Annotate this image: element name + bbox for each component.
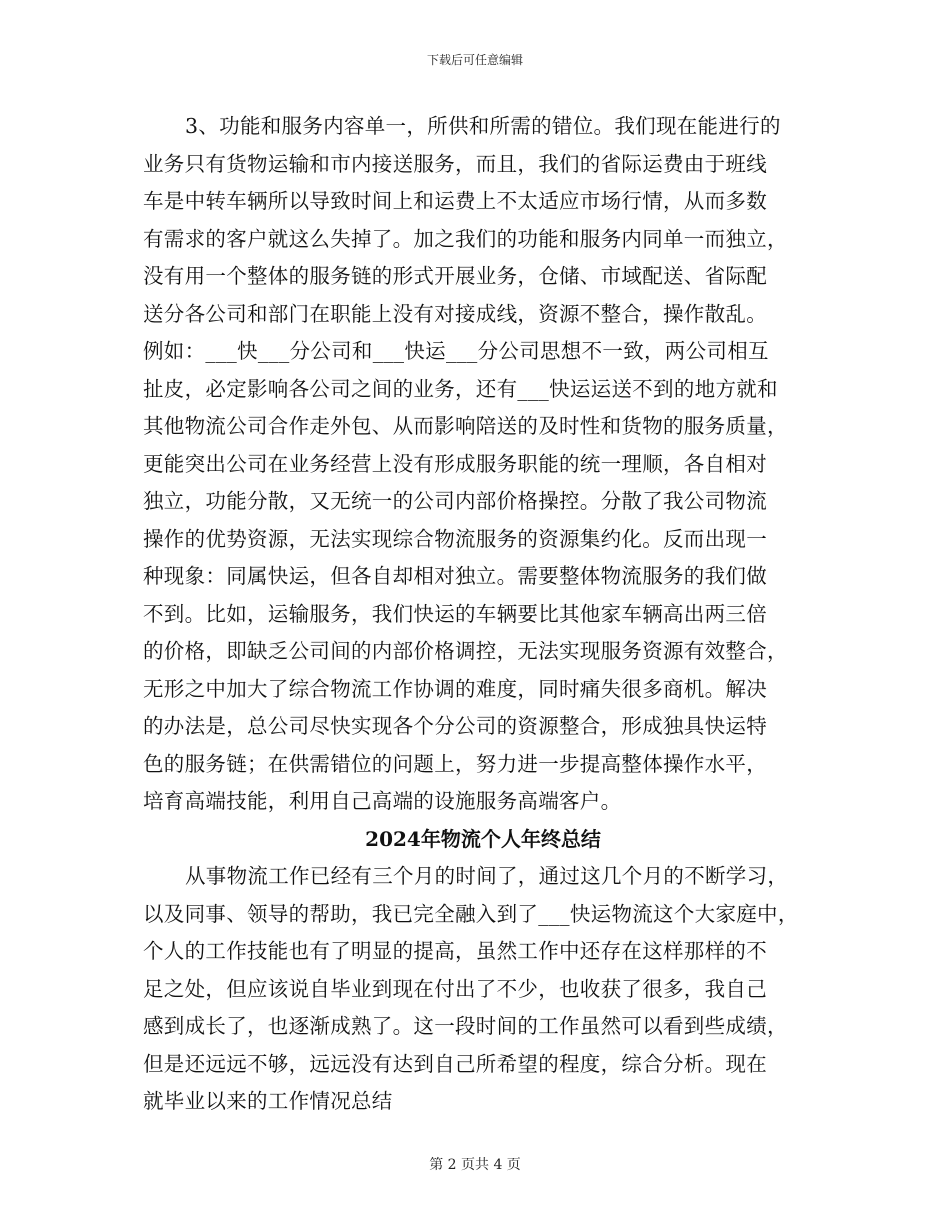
paragraph-line: 业务只有货物运输和市内接送服务，而且，我们的省际运费由于班线 [143, 151, 767, 176]
paragraph-line: 例如：___快___分公司和___快运___分公司思想不一致，两公司相互 [143, 339, 769, 363]
paragraph-line: 3、功能和服务内容单一，所供和所需的错位。我们现在能进行的 [185, 114, 781, 138]
paragraph-line: 的价格，即缺乏公司间的内部价格调控，无法实现服务资源有效整合， [143, 639, 788, 663]
paragraph-line: 但是还远远不够，远远没有达到自己所希望的程度，综合分析。现在 [143, 1051, 767, 1076]
paragraph-line: 种现象：同属快运，但各自却相对独立。需要整体物流服务的我们做 [143, 564, 767, 588]
paragraph-line: 操作的优势资源，无法实现综合物流服务的资源集约化。反而出现一 [143, 526, 767, 551]
paragraph-line: 感到成长了，也逐渐成熟了。这一段时间的工作虽然可以看到些成绩， [143, 1014, 788, 1038]
document-body [143, 108, 823, 1121]
page-footer: 第 2 页共 4 页 [429, 1157, 521, 1173]
paragraph-line: 无形之中加大了综合物流工作协调的难度，同时痛失很多商机。解决 [143, 676, 767, 701]
summary-paragraph [143, 858, 823, 1121]
section-3-paragraph [143, 108, 823, 821]
paragraph-line: 足之处，但应该说自毕业到现在付出了不少，也收获了很多，我自己 [143, 976, 767, 1001]
paragraph-line: 的办法是，总公司尽快实现各个分公司的资源整合，形成独具快运特 [143, 714, 767, 738]
paragraph-line: 培育高端技能，利用自己高端的设施服务高端客户。 [143, 789, 622, 813]
page-header: 下载后可任意编辑 [426, 53, 523, 67]
paragraph-line: 没有用一个整体的服务链的形式开展业务，仓储、市域配送、省际配 [143, 264, 767, 288]
paragraph-line: 色的服务链；在供需错位的问题上，努力进一步提高整体操作水平， [143, 751, 767, 776]
paragraph-line: 独立，功能分散，又无统一的公司内部价格操控。分散了我公司物流 [143, 489, 767, 513]
paragraph-line: 车是中转车辆所以导致时间上和运费上不太适应市场行情，从而多数 [143, 189, 767, 213]
paragraph-line: 有需求的客户就这么失掉了。加之我们的功能和服务内同单一而独立， [143, 226, 788, 251]
paragraph-line: 从事物流工作已经有三个月的时间了，通过这几个月的不断学习， [185, 864, 789, 888]
paragraph-line: 个人的工作技能也有了明显的提高，虽然工作中还存在这样那样的不 [143, 939, 767, 963]
paragraph-line: 更能突出公司在业务经营上没有形成服务职能的统一理顺，各自相对 [143, 451, 767, 476]
section-title: 2024年物流个人年终总结 [365, 826, 601, 851]
paragraph-line: 扯皮，必定影响各公司之间的业务，还有___快运运送不到的地方就和 [143, 376, 778, 401]
paragraph-line: 其他物流公司合作走外包、从而影响陪送的及时性和货物的服务质量， [143, 414, 788, 438]
paragraph-line: 以及同事、领导的帮助，我已完全融入到了___快运物流这个大家庭中， [143, 901, 799, 926]
paragraph-line: 不到。比如，运输服务，我们快运的车辆要比其他家车辆高出两三倍 [143, 601, 767, 626]
paragraph-line: 送分各公司和部门在职能上没有对接成线，资源不整合，操作散乱。 [143, 301, 767, 326]
paragraph-line: 就毕业以来的工作情况总结 [143, 1089, 393, 1113]
